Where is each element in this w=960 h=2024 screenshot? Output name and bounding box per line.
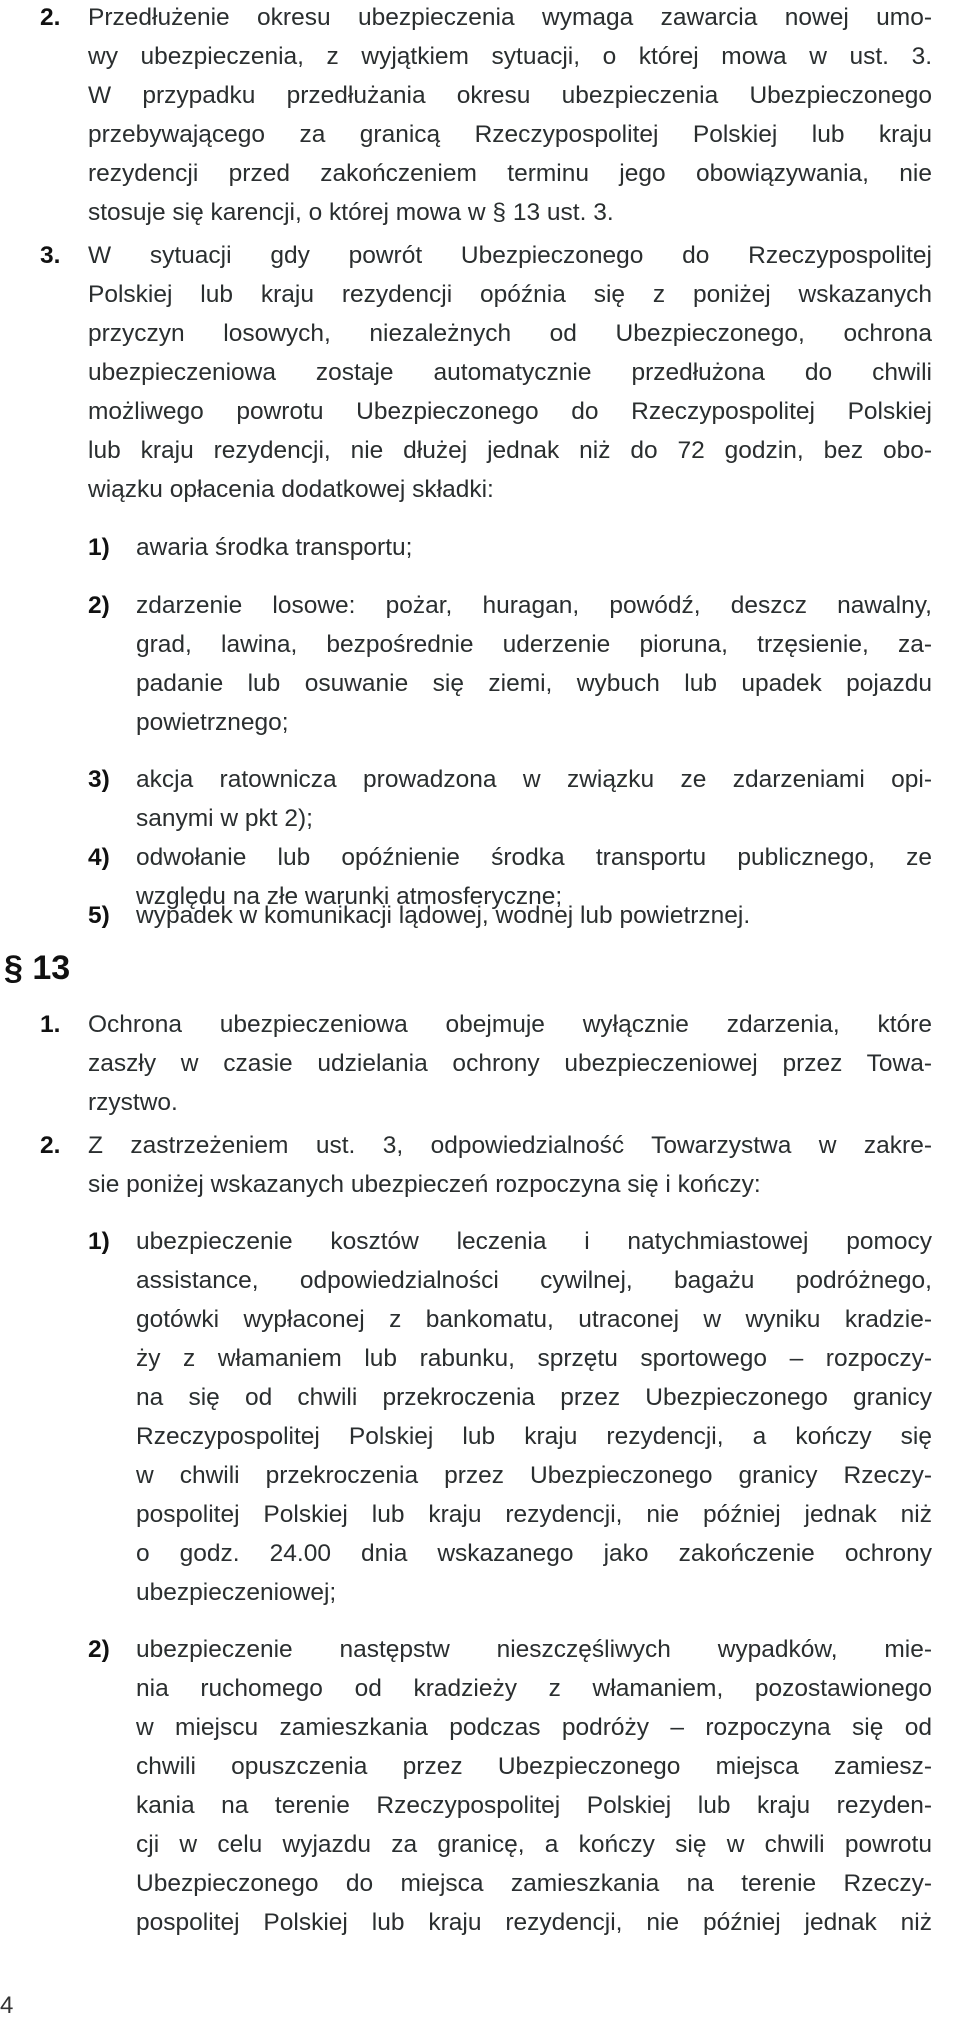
subitem-line: odwołanie lub opóźnienie środka transportu publicznego, ze (136, 844, 932, 871)
paragraph-line: stosuje się karencji, o której mowa w § 13 ust. 3. (88, 199, 614, 226)
paragraph-line: rezydencji przed zakończeniem terminu jego obowiązywania, nie (88, 160, 932, 187)
subitem-line: cji w celu wyjazdu za granicę, a kończy się w chwili powrotu (136, 1831, 932, 1858)
subitem-line: wypadek w komunikacji lądowej, wodnej lub powietrznej. (136, 902, 751, 929)
subitem-line: chwili opuszczenia przez Ubezpieczonego miejsca zamiesz- (136, 1753, 932, 1780)
subitem-line: ubezpieczeniowej; (136, 1579, 337, 1606)
subitem-number: 1) (88, 1228, 110, 1255)
subitem-line: o godz. 24.00 dnia wskazanego jako zakończenie ochrony (136, 1540, 932, 1567)
paragraph-line: wy ubezpieczenia, z wyjątkiem sytuacji, o której mowa w ust. 3. (88, 43, 932, 70)
subitem-line: pospolitej Polskiej lub kraju rezydencji, nie później jednak niż (136, 1501, 932, 1528)
subitem-line: assistance, odpowiedzialności cywilnej, bagażu podróżnego, (136, 1267, 932, 1294)
subitem-line: pospolitej Polskiej lub kraju rezydencji, nie później jednak niż (136, 1909, 932, 1936)
subitem-line: Rzeczypospolitej Polskiej lub kraju rezydencji, a kończy się (136, 1423, 932, 1450)
subitem-line: ubezpieczenie następstw nieszczęśliwych wypadków, mie- (136, 1636, 932, 1663)
page-number: 4 (0, 1992, 14, 2019)
subitem-line: na się od chwili przekroczenia przez Ubezpieczonego granicy (136, 1384, 932, 1411)
subitem-line: powietrznego; (136, 709, 289, 736)
subitem-line: sanymi w pkt 2); (136, 805, 313, 832)
paragraph-line: Ochrona ubezpieczeniowa obejmuje wyłącznie zdarzenia, które (88, 1011, 932, 1038)
subitem-line: zdarzenie losowe: pożar, huragan, powódź, deszcz nawalny, (136, 592, 932, 619)
paragraph-line: ubezpieczeniowa zostaje automatycznie przedłużona do chwili (88, 359, 932, 386)
subitem-line: w chwili przekroczenia przez Ubezpieczonego granicy Rzeczy- (136, 1462, 932, 1489)
item-number: 1. (40, 1011, 61, 1038)
section-heading: § 13 (4, 949, 71, 987)
item-number: 3. (40, 242, 61, 269)
paragraph-line: zaszły w czasie udzielania ochrony ubezpieczeniowej przez Towa- (88, 1050, 932, 1077)
subitem-line: Ubezpieczonego do miejsca zamieszkania na terenie Rzeczy- (136, 1870, 932, 1897)
subitem-line: nia ruchomego od kradzieży z włamaniem, pozostawionego (136, 1675, 932, 1702)
paragraph-line: sie poniżej wskazanych ubezpieczeń rozpoczyna się i kończy: (88, 1171, 761, 1198)
subitem-number: 1) (88, 534, 110, 561)
subitem-line: w miejscu zamieszkania podczas podróży – rozpoczyna się od (136, 1714, 932, 1741)
subitem-line: ży z włamaniem lub rabunku, sprzętu sportowego – rozpoczy- (136, 1345, 932, 1372)
paragraph-line: przyczyn losowych, niezależnych od Ubezpieczonego, ochrona (88, 320, 932, 347)
subitem-number: 2) (88, 592, 110, 619)
paragraph-line: rzystwo. (88, 1089, 178, 1116)
paragraph-line: Przedłużenie okresu ubezpieczenia wymaga zawarcia nowej umo- (88, 4, 932, 31)
subitem-line: grad, lawina, bezpośrednie uderzenie pioruna, trzęsienie, za- (136, 631, 932, 658)
paragraph-line: Z zastrzeżeniem ust. 3, odpowiedzialność Towarzystwa w zakre- (88, 1132, 932, 1159)
subitem-line: padanie lub osuwanie się ziemi, wybuch lub upadek pojazdu (136, 670, 932, 697)
item-number: 2. (40, 1132, 61, 1159)
paragraph-line: wiązku opłacenia dodatkowej składki: (88, 476, 494, 503)
paragraph-line: możliwego powrotu Ubezpieczonego do Rzeczypospolitej Polskiej (88, 398, 932, 425)
paragraph-line: przebywającego za granicą Rzeczypospolitej Polskiej lub kraju (88, 121, 932, 148)
subitem-line: kania na terenie Rzeczypospolitej Polskiej lub kraju rezyden- (136, 1792, 932, 1819)
item-number: 2. (40, 4, 61, 31)
subitem-line: względu na złe warunki atmosferyczne; (136, 883, 563, 910)
paragraph-line: W przypadku przedłużania okresu ubezpieczenia Ubezpieczonego (88, 82, 932, 109)
paragraph-line: lub kraju rezydencji, nie dłużej jednak niż do 72 godzin, bez obo- (88, 437, 932, 464)
subitem-number: 4) (88, 844, 110, 871)
subitem-number: 2) (88, 1636, 110, 1663)
paragraph-line: Polskiej lub kraju rezydencji opóźnia się z poniżej wskazanych (88, 281, 932, 308)
paragraph-line: W sytuacji gdy powrót Ubezpieczonego do Rzeczypospolitej (88, 242, 932, 269)
subitem-number: 5) (88, 902, 110, 929)
subitem-line: gotówki wypłaconej z bankomatu, utraconej w wyniku kradzie- (136, 1306, 932, 1333)
subitem-number: 3) (88, 766, 110, 793)
subitem-line: ubezpieczenie kosztów leczenia i natychmiastowej pomocy (136, 1228, 932, 1255)
subitem-line: awaria środka transportu; (136, 534, 413, 561)
subitem-line: akcja ratownicza prowadzona w związku ze zdarzeniami opi- (136, 766, 932, 793)
